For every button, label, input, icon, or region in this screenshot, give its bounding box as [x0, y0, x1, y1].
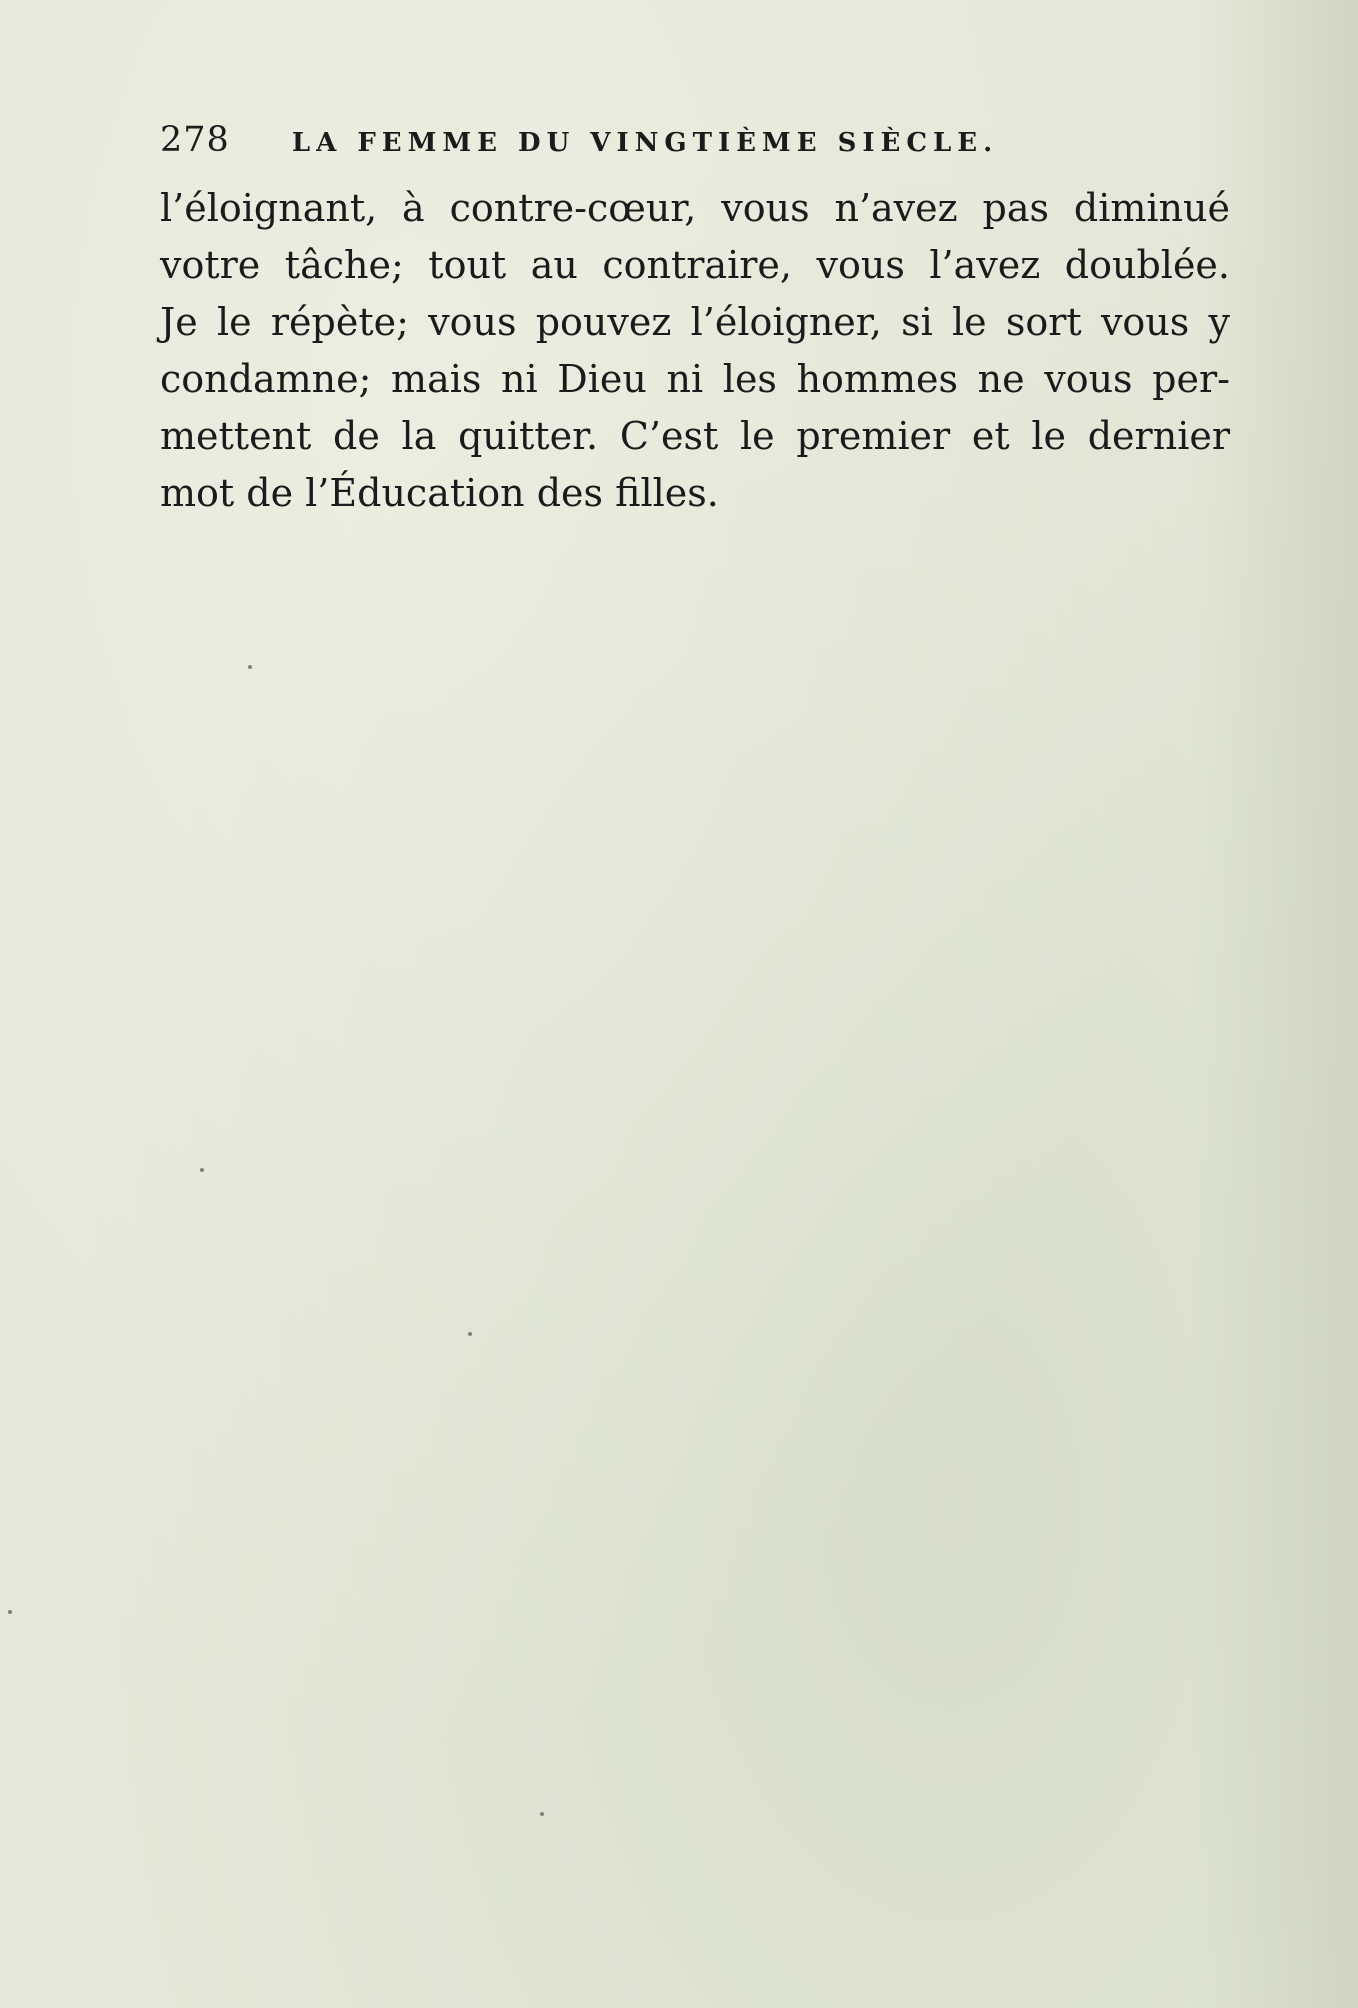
body-text	[160, 180, 1230, 522]
page-number: 278	[160, 120, 230, 160]
paper-speck	[200, 1168, 204, 1172]
running-title: LA FEMME DU VINGTIÈME SIÈCLE.	[291, 128, 999, 158]
text-line: condamne; mais ni Dieu ni les hommes ne vous per-	[160, 357, 1230, 401]
text-line: mettent de la quitter. C’est le premier et le dernier	[160, 414, 1230, 458]
paper-speck	[540, 1812, 544, 1816]
running-head	[160, 120, 1110, 170]
paper-speck	[8, 1610, 12, 1614]
paper-speck	[248, 665, 252, 669]
paper-speck	[468, 1332, 472, 1336]
text-line: l’éloignant, à contre-cœur, vous n’avez pas diminué	[160, 186, 1230, 230]
text-line: mot de l’Éducation des filles.	[160, 471, 719, 515]
text-line: Je le répète; vous pouvez l’éloigner, si le sort vous y	[160, 300, 1230, 344]
text-line: votre tâche; tout au contraire, vous l’avez doublée.	[160, 243, 1230, 287]
